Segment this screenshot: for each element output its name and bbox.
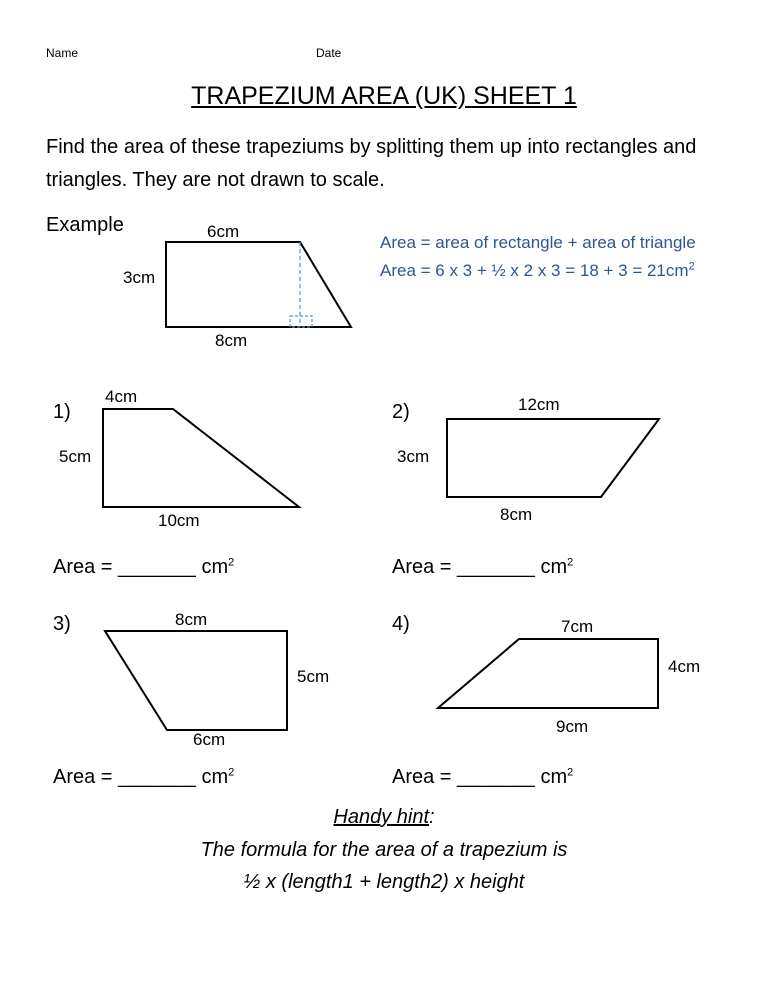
example-formula-line2: Area = 6 x 3 + ½ x 2 x $3 = 18 + 3 = 21cm^2$ xyxy=(380,260,695,280)
q1-top-label: 4cm xyxy=(105,387,138,406)
hint-formula: ½ x (length1 + length2) x height xyxy=(243,871,525,893)
q4-number: 4) xyxy=(392,613,410,635)
q1-side-label: 5cm xyxy=(59,447,92,466)
q2-bottom-label: 8cm xyxy=(500,505,533,524)
q2-answer: Area = _______ $cm^2$ xyxy=(392,556,574,578)
q2-trapezium xyxy=(447,419,659,497)
q4-bottom-label: 9cm xyxy=(556,717,589,736)
q2-top-label: 12cm xyxy=(518,395,560,414)
example-height-label: 3cm xyxy=(123,268,156,287)
q1-trapezium xyxy=(103,409,299,507)
q4-side-label: 4cm xyxy=(668,657,701,676)
q3-trapezium xyxy=(105,631,287,730)
page-title: TRAPEZIUM AREA (UK) SHEET 1 xyxy=(191,82,577,110)
q1-number: 1) xyxy=(53,401,71,423)
q4-top-label: 7cm xyxy=(561,617,594,636)
q4-trapezium xyxy=(438,639,658,708)
name-label: Name xyxy=(46,46,79,60)
q2-side-label: 3cm xyxy=(397,447,430,466)
date-label: Date xyxy=(316,46,342,60)
hint-line1: The formula for the area of a trapezium is xyxy=(200,839,568,861)
example-top-label: 6cm xyxy=(207,222,240,241)
instructions: Find the area of these trapeziums by splitting them up into rectangles and triangles. They are not drawn to scale. xyxy=(46,136,697,191)
q3-answer: Area = _______ $cm^2$ xyxy=(53,766,235,788)
q2-number: 2) xyxy=(392,401,410,423)
q1-bottom-label: 10cm xyxy=(158,511,200,530)
hint-heading: Handy hint: xyxy=(333,806,435,828)
q3-side-label: 5cm xyxy=(297,667,330,686)
example-formula-line1: Area = area of rectangle + area of triangle xyxy=(380,233,696,252)
q1-answer: Area = _______ $cm^2$ xyxy=(53,556,235,578)
q4-answer: Area = _______ $cm^2$ xyxy=(392,766,574,788)
example-bottom-label: 8cm xyxy=(215,331,248,350)
q3-top-label: 8cm xyxy=(175,610,208,629)
example-trapezium xyxy=(166,242,351,327)
example-heading: Example xyxy=(46,214,124,236)
example-right-angle-marker xyxy=(290,316,312,327)
q3-number: 3) xyxy=(53,613,71,635)
q3-bottom-label: 6cm xyxy=(193,730,226,749)
